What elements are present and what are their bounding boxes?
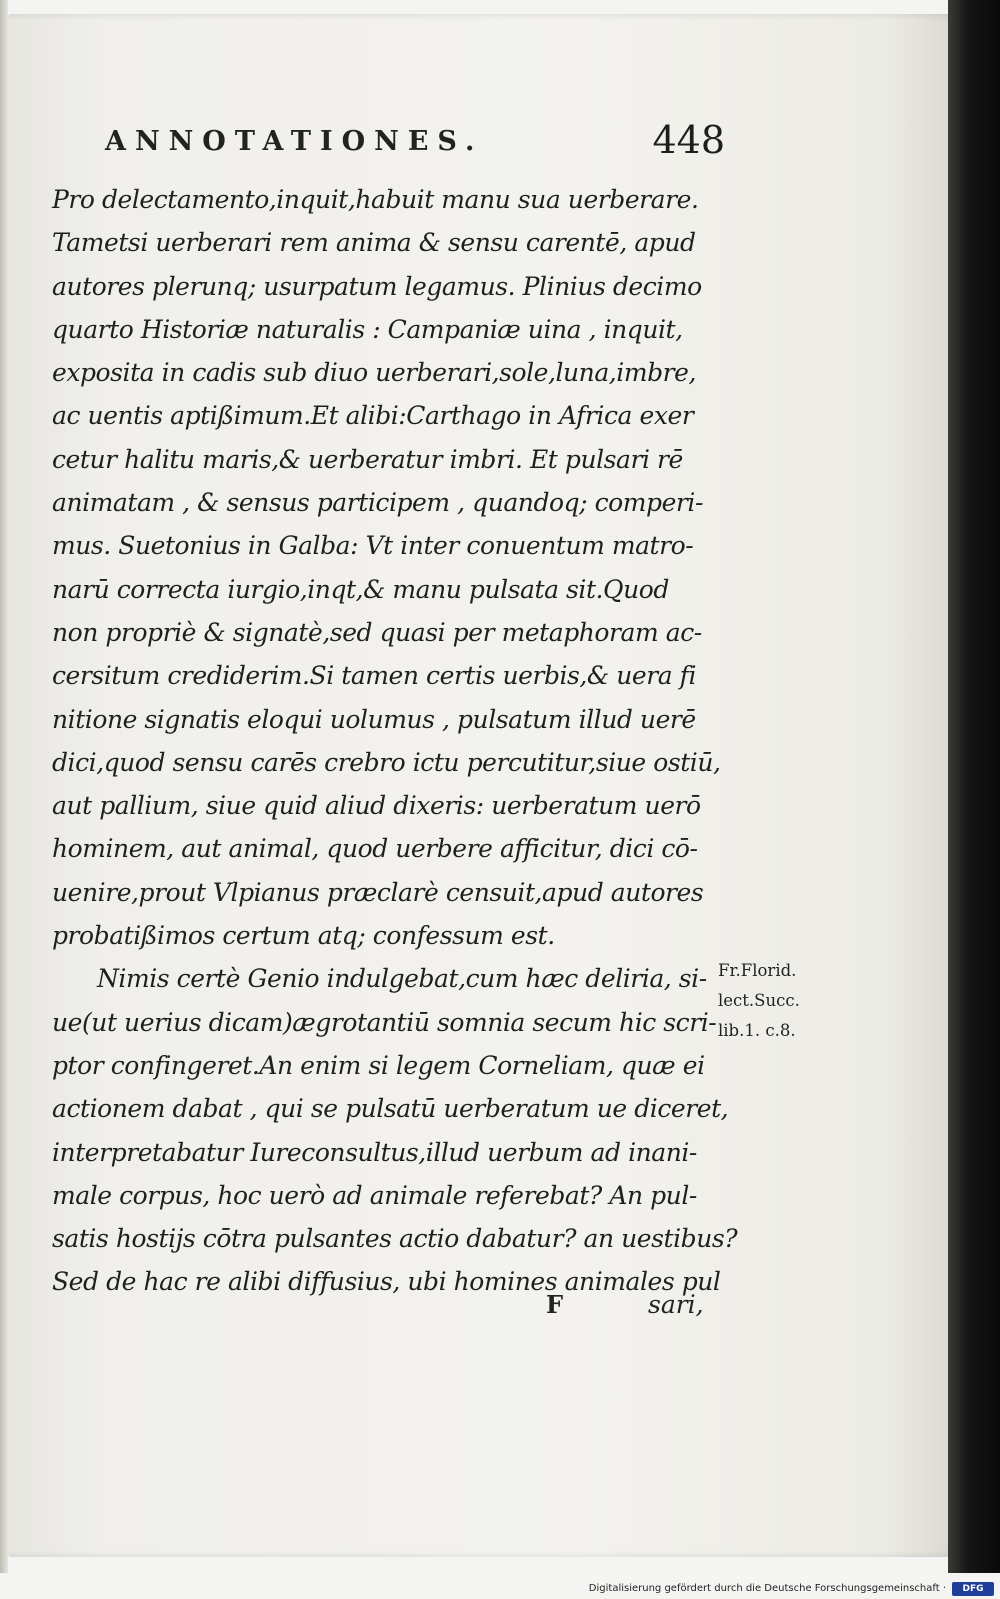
- text-line: ac uentis aptißimum.Et alibi:Carthago in Africa exer: [52, 401, 694, 431]
- body-text: [52, 178, 738, 1304]
- page-left-edge: [0, 0, 8, 1599]
- text-line: ue(ut uerius dicam)ægrotantiū somnia secum hic scri-: [52, 1007, 717, 1037]
- text-line: probatißimos certum atq; confessum est.: [52, 921, 555, 951]
- text-line: Tametsi uerberari rem anima & sensu carentē, apud: [52, 228, 696, 258]
- text-line: cersitum crediderim.Si tamen certis uerbis,& uera fi: [52, 661, 697, 691]
- footer-strip: [0, 1573, 1000, 1599]
- text-line: cetur halitu maris,& uerberatur imbri. Et pulsari rē: [52, 444, 683, 474]
- text-line: non propriè & signatè,sed quasi per metaphoram ac-: [52, 617, 702, 647]
- text-line: quarto Historiæ naturalis : Campaniæ uina , inquit,: [52, 314, 683, 344]
- text-line: ptor confingeret.An enim si legem Corneliam, quæ ei: [52, 1050, 705, 1080]
- signature-mark: F: [546, 1290, 564, 1319]
- footer-credit: Digitalisierung gefördert durch die Deutsche Forschungsgemeinschaft ·: [588, 1583, 946, 1594]
- margin-note: [718, 956, 838, 1046]
- text-line: Sed de hac re alibi diffusius, ubi homines animales pul: [52, 1267, 721, 1297]
- running-head: [105, 118, 725, 168]
- text-line: aut pallium, siue quid aliud dixeris: uerberatum uerō: [52, 791, 701, 821]
- margin-note-line: lib.1. c.8.: [718, 1021, 796, 1040]
- page-number: 448: [652, 118, 725, 162]
- text-line: interpretabatur Iureconsultus,illud uerbum ad inani-: [52, 1137, 697, 1167]
- dfg-logo: DFG: [952, 1582, 994, 1596]
- text-line: exposita in cadis sub diuo uerberari,sole,luna,imbre,: [52, 358, 696, 388]
- text-line: uenire,prout Vlpianus præclarè censuit,apud autores: [52, 877, 704, 907]
- text-line: autores plerunq; usurpatum legamus. Plinius decimo: [52, 271, 702, 301]
- text-line: narū correcta iurgio,inqt,& manu pulsata sit.Quod: [52, 574, 669, 604]
- text-line: Pro delectamento,inquit,habuit manu sua uerberare.: [52, 185, 699, 214]
- catchword: sari,: [648, 1290, 704, 1319]
- margin-note-line: lect.Succ.: [718, 991, 800, 1010]
- text-line: mus. Suetonius in Galba: Vt inter conuentum matro-: [52, 531, 694, 561]
- scan-background-edge: [948, 0, 1000, 1599]
- text-line: satis hostijs cōtra pulsantes actio dabatur? an uestibus?: [52, 1224, 738, 1254]
- text-line: male corpus, hoc uerò ad animale referebat? An pul-: [52, 1180, 697, 1210]
- text-line: nitione signatis eloqui uolumus , pulsatum illud uerē: [52, 704, 696, 734]
- margin-note-line: Fr.Florid.: [718, 961, 797, 980]
- text-line: animatam , & sensus participem , quandoq; comperi-: [52, 488, 703, 518]
- running-title: ANNOTATIONES.: [105, 126, 484, 157]
- text-line: actionem dabat , qui se pulsatū uerberatum ue diceret,: [52, 1094, 729, 1124]
- text-line: hominem, aut animal, quod uerbere afficitur, dici cō-: [52, 834, 698, 864]
- text-line: dici,quod sensu carēs crebro ictu percutitur,siue ostiū,: [52, 747, 721, 777]
- text-line: Nimis certè Genio indulgebat,cum hæc deliria, si-: [97, 964, 707, 994]
